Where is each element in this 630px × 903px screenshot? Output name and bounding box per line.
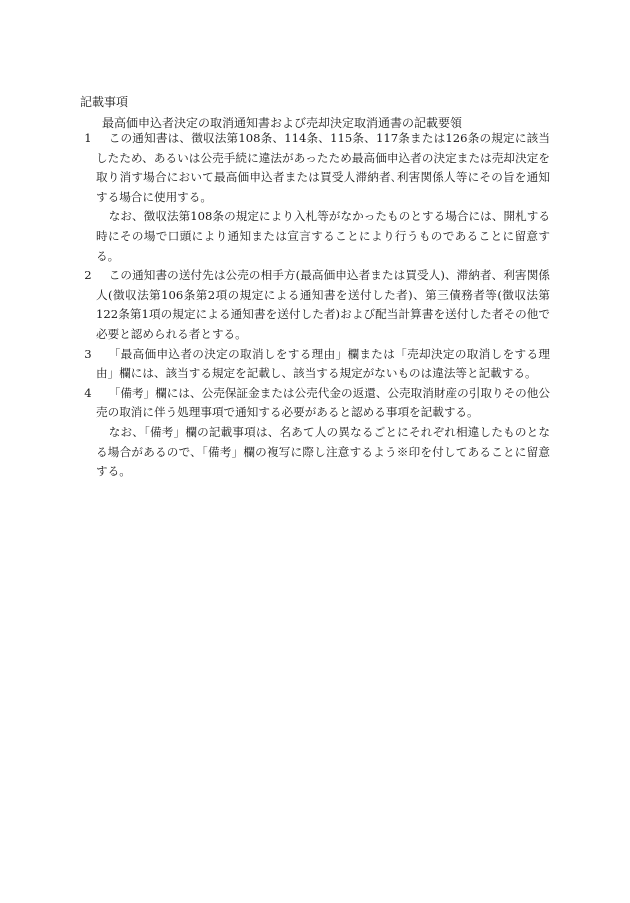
item-text: 「備考」欄には、公売保証金または公売代金の返還、公売取消財産の引取りその他公売の取消に伴う処理事項で通知する必要があると認める事項を記載する。 — [96, 385, 550, 420]
item-number: 4 — [84, 385, 92, 400]
item-note: なお、「備考」欄の記載事項は、名あて人の異なるごとにそれぞれ相違したものとなる場合があるので、「備考」欄の複写に際し注意するよう※印を付してあることに留意する。 — [96, 424, 550, 479]
item-text: この通知書の送付先は公売の相手方(最高価申込者または買受人)、滞納者、利害関係人(徴収法第106条第2項の規定による通知書を送付した者)、第三債務者等(徴収法第122条第1項の規定による通知書を送付した者)および配当計算書を送付した者その他で必要と認められる者とする。 — [96, 268, 550, 341]
item-note: なお、徴収法第108条の規定により入札等がなかったものとする場合には、開札する時にその場で口頭により通知または宣言することにより行うものであることに留意する。 — [96, 209, 550, 263]
document-subtitle: 最高価申込者決定の取消通知書および売却決定取消通書の記載要領 — [102, 116, 463, 130]
instruction-item-3 — [82, 345, 550, 384]
instructions-list — [82, 129, 550, 482]
item-number: 3 — [84, 346, 92, 361]
instruction-item-4 — [82, 384, 550, 423]
item-text: この通知書は、徴収法第108条、114条、115条、117条または126条の規定に該当したため、あるいは公売手続に違法があったため最高価申込者の決定または売却決定を取り消す場合において最高価申込者または買受人滞納者､利害関係人等にその旨を通知する場合に使用する。 — [96, 131, 550, 204]
section-heading: 記載事項 — [80, 95, 129, 109]
item-number: 2 — [84, 268, 92, 283]
item-number: 1 — [84, 131, 92, 145]
instruction-item-2 — [82, 266, 550, 344]
item-text: 「最高価申込者の決定の取消しをする理由」欄または「売却決定の取消しをする理由」欄には、該当する規定を記載し、該当する規定がないものは違法等と記載する。 — [96, 346, 550, 381]
instruction-item-1 — [82, 129, 550, 207]
